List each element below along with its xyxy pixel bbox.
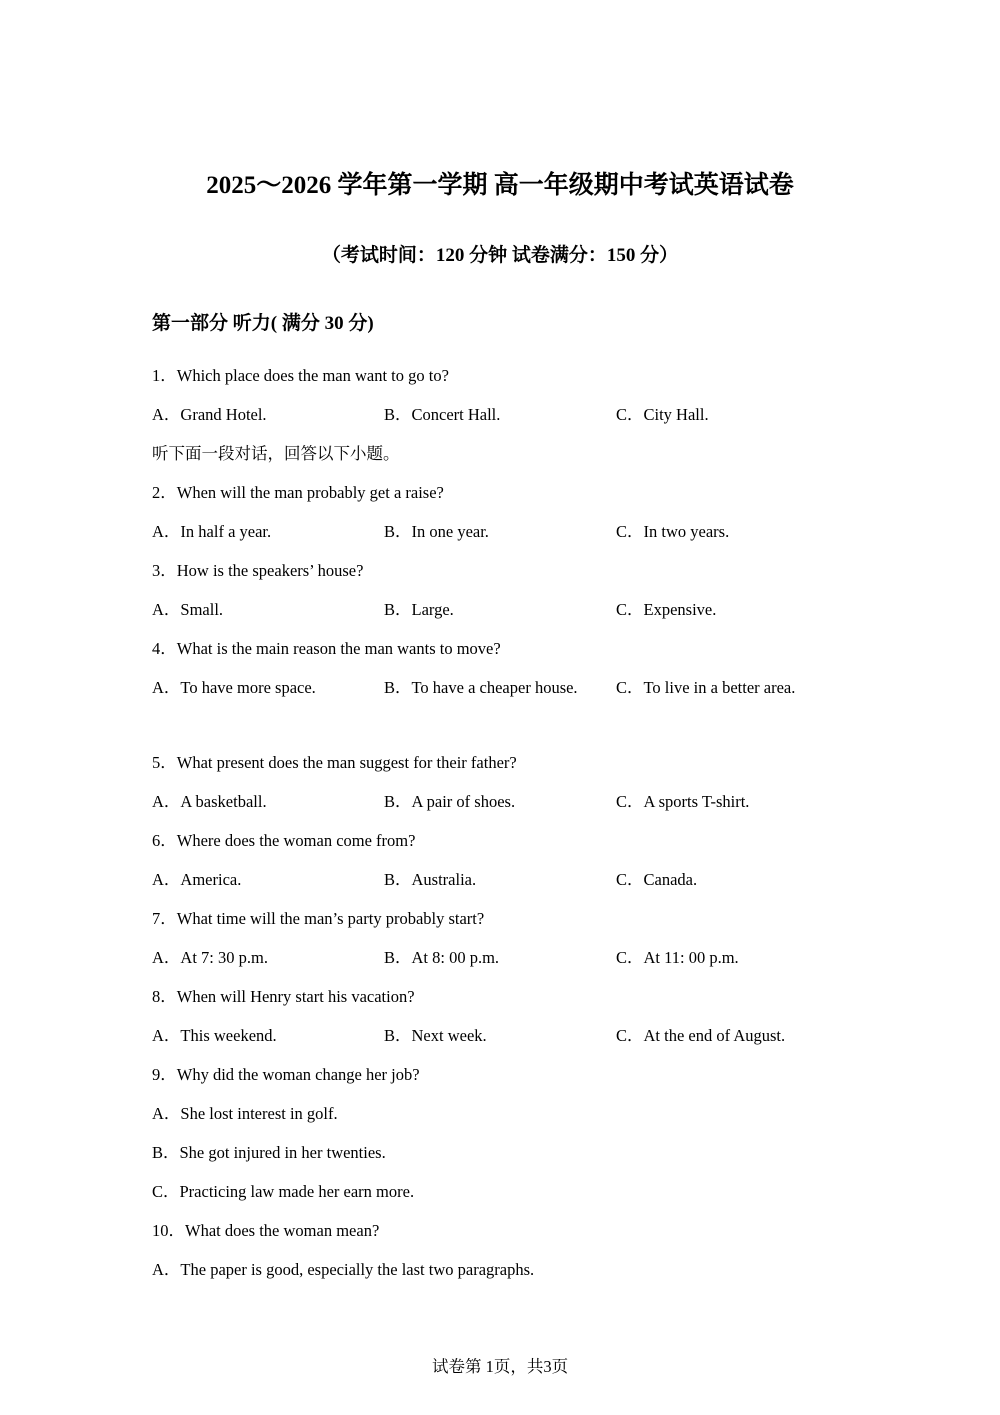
question-7-options bbox=[152, 946, 852, 970]
option-c: C．At 11: 00 p.m. bbox=[616, 948, 739, 967]
question-9-option-a: A．She lost interest in golf. bbox=[152, 1104, 338, 1123]
question-7-stem: 7．What time will the man’s party probably start? bbox=[152, 909, 485, 928]
question-8-options bbox=[152, 1024, 852, 1048]
question-8-stem: 8．When will Henry start his vacation? bbox=[152, 987, 415, 1006]
option-a: A．Small. bbox=[152, 600, 224, 619]
question-6-options bbox=[152, 868, 852, 892]
question-10-option-a: A．The paper is good, especially the last two paragraphs. bbox=[152, 1260, 535, 1279]
option-c: C．In two years. bbox=[616, 522, 730, 541]
option-b: B．At 8: 00 p.m. bbox=[384, 948, 500, 967]
option-a: A．America. bbox=[152, 870, 242, 889]
option-b: B．In one year. bbox=[384, 522, 489, 541]
page-footer: 试卷第 1页，共3页 bbox=[431, 1357, 569, 1376]
option-a: A．To have more space. bbox=[152, 678, 316, 697]
option-b: B．Concert Hall. bbox=[384, 405, 501, 424]
question-5-options bbox=[152, 790, 852, 814]
question-9-option-b: B．She got injured in her twenties. bbox=[152, 1143, 386, 1162]
option-b: B．Next week. bbox=[384, 1026, 487, 1045]
question-2-stem: 2．When will the man probably get a raise? bbox=[152, 483, 444, 502]
page-title: 2025～2026 学年第一学期 高一年级期中考试英语试卷 bbox=[206, 172, 794, 199]
option-c: C．City Hall. bbox=[616, 405, 709, 424]
option-c: C．At the end of August. bbox=[616, 1026, 786, 1045]
question-6-stem: 6．Where does the woman come from? bbox=[152, 831, 416, 850]
question-1-options bbox=[152, 403, 852, 427]
option-a: A．In half a year. bbox=[152, 522, 272, 541]
question-9-stem: 9．Why did the woman change her job? bbox=[152, 1065, 420, 1084]
option-a: A．A basketball. bbox=[152, 792, 267, 811]
question-2-options bbox=[152, 520, 852, 544]
section-heading: 第一部分 听力( 满分 30 分) bbox=[152, 313, 374, 334]
option-b: B．Australia. bbox=[384, 870, 477, 889]
option-b: B．To have a cheaper house. bbox=[384, 678, 578, 697]
exam-info: （考试时间：120 分钟 试卷满分：150 分） bbox=[321, 245, 679, 266]
question-3-stem: 3．How is the speakers’ house? bbox=[152, 561, 364, 580]
question-3-options bbox=[152, 598, 852, 622]
option-a: A．Grand Hotel. bbox=[152, 405, 267, 424]
question-5-stem: 5．What present does the man suggest for their father? bbox=[152, 753, 517, 772]
option-c: C．To live in a better area. bbox=[616, 678, 796, 697]
question-4-options bbox=[152, 676, 852, 700]
option-a: A．At 7: 30 p.m. bbox=[152, 948, 268, 967]
question-1-stem: 1．Which place does the man want to go to? bbox=[152, 366, 449, 385]
question-4-stem: 4．What is the main reason the man wants to move? bbox=[152, 639, 501, 658]
option-c: C．A sports T-shirt. bbox=[616, 792, 750, 811]
question-9-option-c: C．Practicing law made her earn more. bbox=[152, 1182, 415, 1201]
instruction-text: 听下面一段对话，回答以下小题。 bbox=[152, 444, 400, 463]
option-b: B．A pair of shoes. bbox=[384, 792, 516, 811]
option-b: B．Large. bbox=[384, 600, 454, 619]
option-c: C．Canada. bbox=[616, 870, 698, 889]
option-a: A．This weekend. bbox=[152, 1026, 277, 1045]
question-10-stem: 10．What does the woman mean? bbox=[152, 1221, 380, 1240]
option-c: C．Expensive. bbox=[616, 600, 717, 619]
